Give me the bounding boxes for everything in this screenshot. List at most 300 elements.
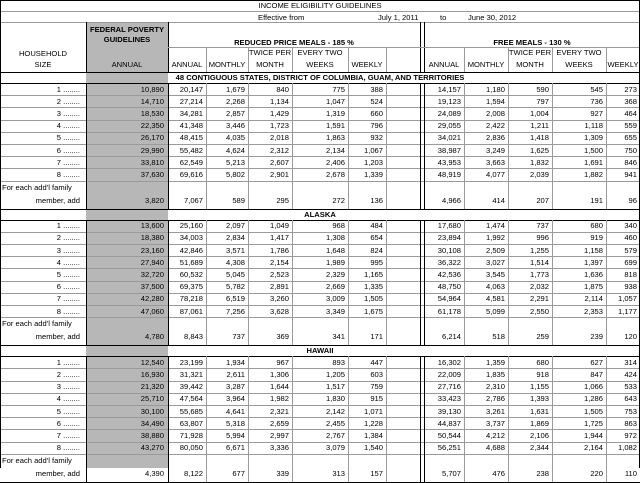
reduced-weekly-value: 1,339 (363, 169, 383, 179)
additional-member-label-line1: For each add'l family (2, 182, 72, 192)
reduced-weekly-value: 1,165 (363, 269, 383, 279)
free-monthly-value: 2,836 (485, 133, 505, 143)
household-size: 1 ........ (56, 221, 80, 231)
reduced-every-two-weeks-value: 2,678 (325, 169, 345, 179)
fpg-label-line2: GUIDELINES (103, 35, 151, 44)
additional-member-label-line2: member, add (35, 332, 80, 342)
reduced-weekly-value: 603 (370, 369, 383, 379)
additional-member-label-line2: member, add (35, 468, 80, 478)
reduced-annual-value: 47,564 (179, 394, 203, 404)
reduced-weekly-value: 524 (370, 96, 383, 106)
household-size: 5 ........ (56, 133, 80, 143)
free-weekly-value: 96 (628, 195, 637, 205)
reduced-twice-per-month-value: 295 (276, 195, 289, 205)
free-weekly-value: 368 (624, 96, 637, 106)
reduced-price-title: REDUCED PRICE MEALS - 185 % (234, 38, 354, 47)
free-weekly-value: 1,057 (617, 294, 637, 304)
fpg-annual-value: 32,720 (140, 269, 164, 279)
column-divider (248, 356, 249, 482)
free-monthly-value: 1,180 (485, 84, 505, 94)
free-annual-value: 19,123 (437, 96, 461, 106)
household-size: 4 ........ (56, 121, 80, 131)
column-divider (86, 83, 87, 209)
household-size: 6 ........ (56, 418, 80, 428)
column-divider (248, 47, 249, 72)
column-divider (292, 356, 293, 482)
free-weekly-value: 972 (624, 430, 637, 440)
fpg-annual-value: 10,890 (140, 84, 164, 94)
reduced-weekly-value: 484 (370, 221, 383, 231)
column-divider (0, 0, 1, 468)
reduced-every-two-weeks-value: 2,767 (325, 430, 345, 440)
free-annual-value: 14,157 (437, 84, 461, 94)
column-divider (508, 83, 509, 209)
reduced-annual-value: 55,482 (179, 145, 203, 155)
free-every-two-weeks-value: 736 (590, 96, 603, 106)
reduced-twice-per-month-value: 2,607 (269, 157, 289, 167)
column-divider (292, 83, 293, 209)
free-twice-per-month-value: 1,625 (529, 145, 549, 155)
column-divider (606, 47, 607, 72)
free-weekly-value: 1,177 (617, 306, 637, 316)
free-every-two-weeks-value: 1,309 (583, 133, 603, 143)
additional-member-label-line1: For each add'l family (2, 319, 72, 329)
free-every-two-weeks-value: 1,875 (583, 282, 603, 292)
free-annual-value: 61,178 (437, 306, 461, 316)
column-divider (464, 356, 465, 482)
free-twice-per-month-value: 1,418 (529, 133, 549, 143)
reduced-every-two-weeks-value: 1,047 (325, 96, 345, 106)
reduced-every-two-weeks-value: 341 (332, 332, 345, 342)
household-size: 7 ........ (56, 294, 80, 304)
free-twice-per-month-value: 1,869 (529, 418, 549, 428)
free-monthly-value: 2,509 (485, 245, 505, 255)
free-twice-per-month-value: 207 (536, 195, 549, 205)
reduced-weekly-value: 1,384 (363, 430, 383, 440)
column-divider (206, 356, 207, 482)
free-twice-per-month-value: 1,393 (529, 394, 549, 404)
household-size: 5 ........ (56, 269, 80, 279)
fpg-annual-value: 4,390 (144, 468, 164, 478)
reduced-weekly-value: 1,505 (363, 294, 383, 304)
free-weekly-value: 643 (624, 394, 637, 404)
reduced-monthly-value: 6,671 (225, 443, 245, 453)
column-divider (86, 220, 87, 346)
free-monthly-value: 3,027 (485, 257, 505, 267)
row-divider (0, 181, 640, 182)
reduced-every-two-weeks-value: 775 (332, 84, 345, 94)
reduced-twice-per-month-value: 1,049 (269, 221, 289, 231)
reduced-twice-per-month-value: 2,154 (269, 257, 289, 267)
free-monthly-value: 3,545 (485, 269, 505, 279)
household-size: 1 ........ (56, 357, 80, 367)
household-size: 6 ........ (56, 145, 80, 155)
reduced-monthly-value: 5,045 (225, 269, 245, 279)
free-annual-value: 44,837 (437, 418, 461, 428)
fpg-annual-value: 3,820 (144, 195, 164, 205)
free-twice-per-month-value: 996 (536, 233, 549, 243)
reduced-annual-value: 7,067 (183, 195, 203, 205)
free-monthly-value: 414 (492, 195, 505, 205)
reduced-twice-per-month-value: 3,336 (269, 443, 289, 453)
free-annual-value: 48,919 (437, 169, 461, 179)
free-monthly-value: 476 (492, 468, 505, 478)
free-every-two-weeks-value: 545 (590, 84, 603, 94)
reduced-monthly-value: 4,641 (225, 406, 245, 416)
fpg-annual-value: 27,940 (140, 257, 164, 267)
free-annual-value: 54,964 (437, 294, 461, 304)
column-divider (606, 83, 607, 209)
reduced-annual-header: ANNUAL (171, 60, 203, 69)
free-annual-value: 48,750 (437, 282, 461, 292)
household-size: 1 ........ (56, 84, 80, 94)
effective-from-label: Effective from (258, 13, 305, 22)
page-title: INCOME ELIGIBILITY GUIDELINES (258, 1, 382, 10)
free-weekly-value: 340 (624, 221, 637, 231)
column-divider (424, 83, 425, 209)
section-title: ALASKA (304, 209, 336, 219)
reduced-monthly-value: 2,857 (225, 108, 245, 118)
free-weekly-header: WEEKLY (607, 60, 639, 69)
reduced-every-two-weeks-value: 1,319 (325, 108, 345, 118)
reduced-annual-value: 80,050 (179, 443, 203, 453)
free-twice-per-month-value: 1,211 (530, 121, 549, 131)
reduced-every-two-weeks-value: 2,134 (325, 145, 345, 155)
reduced-monthly-value: 4,035 (225, 133, 245, 143)
household-size: 7 ........ (56, 157, 80, 167)
column-divider (86, 22, 87, 72)
free-annual-value: 36,322 (437, 257, 461, 267)
free-weekly-value: 579 (624, 245, 637, 255)
reduced-twice-per-month-value: 1,306 (269, 369, 289, 379)
reduced-every-two-weeks-value: 2,669 (325, 282, 345, 292)
free-annual-value: 24,089 (437, 108, 461, 118)
column-divider (606, 356, 607, 482)
free-twice-per-month-value: 680 (536, 357, 549, 367)
column-divider (168, 356, 169, 482)
reduced-twice-per-month-value: 1,786 (269, 245, 289, 255)
reduced-every-two-weeks-value: 1,308 (325, 233, 345, 243)
column-divider (206, 83, 207, 209)
reduced-weekly-value: 1,335 (363, 282, 383, 292)
reduced-monthly-value: 737 (232, 332, 245, 342)
reduced-every-two-weeks-value: 1,830 (325, 394, 345, 404)
column-divider (420, 356, 421, 482)
reduced-annual-value: 34,281 (179, 108, 203, 118)
household-size: 8 ........ (56, 443, 80, 453)
reduced-monthly-value: 3,571 (225, 245, 245, 255)
row-divider (0, 168, 640, 169)
additional-member-label-line1: For each add'l family (2, 455, 72, 465)
column-divider (508, 220, 509, 346)
fpg-annual-value: 42,280 (140, 294, 164, 304)
fpg-annual-value: 25,710 (140, 394, 164, 404)
reduced-every-two-weeks-value: 3,009 (325, 294, 345, 304)
free-annual-value: 29,055 (437, 121, 461, 131)
free-annual-value: 23,894 (437, 233, 461, 243)
free-weekly-value: 938 (624, 282, 637, 292)
free-weekly-value: 120 (624, 332, 637, 342)
free-twice-per-month-value: 2,291 (529, 294, 549, 304)
reduced-annual-value: 34,003 (179, 233, 203, 243)
column-divider (348, 47, 349, 72)
column-divider (552, 47, 553, 72)
household-size: 5 ........ (56, 406, 80, 416)
household-size: 4 ........ (56, 394, 80, 404)
free-every-two-weeks-value: 1,286 (583, 394, 603, 404)
row-divider (0, 256, 640, 257)
reduced-monthly-value: 3,964 (225, 394, 245, 404)
column-divider (424, 220, 425, 346)
reduced-weekly-value: 1,540 (363, 443, 383, 453)
reduced-twice-per-month-value: 2,901 (269, 169, 289, 179)
column-divider (248, 220, 249, 346)
free-every-two-weeks-value: 220 (590, 468, 603, 478)
free-monthly-value: 3,737 (485, 418, 505, 428)
column-divider (552, 83, 553, 209)
free-annual-value: 17,680 (437, 221, 461, 231)
reduced-monthly-value: 2,268 (225, 96, 245, 106)
fpg-annual-value: 26,170 (140, 133, 164, 143)
free-weekly-value: 863 (624, 418, 637, 428)
column-divider (206, 220, 207, 346)
free-monthly-value: 2,310 (485, 382, 505, 392)
reduced-every-two-weeks-value: 1,989 (325, 257, 345, 267)
free-twice-per-month-value: 2,550 (529, 306, 549, 316)
row-divider (0, 317, 640, 318)
free-weekly-value: 464 (624, 108, 637, 118)
free-monthly-value: 3,663 (485, 157, 505, 167)
free-every-two-weeks-value: 2,114 (584, 294, 603, 304)
reduced-monthly-value: 2,834 (225, 233, 245, 243)
reduced-monthly-value: 677 (232, 468, 245, 478)
free-annual-value: 22,009 (437, 369, 461, 379)
free-monthly-value: 1,992 (485, 233, 505, 243)
household-size: 2 ........ (56, 233, 80, 243)
free-every-two-weeks-value: 1,158 (583, 245, 603, 255)
reduced-annual-value: 20,147 (179, 84, 203, 94)
column-divider (424, 356, 425, 482)
free-weekly-value: 110 (624, 468, 637, 478)
reduced-annual-value: 8,122 (183, 468, 203, 478)
reduced-weekly-value: 136 (370, 195, 383, 205)
reduced-every-two-weeks-value: 893 (332, 357, 345, 367)
reduced-weekly-value: 1,228 (363, 418, 383, 428)
fpg-annual-value: 37,500 (140, 282, 164, 292)
fpg-annual-value: 29,990 (140, 145, 164, 155)
free-every-header-line2: WEEKS (565, 60, 593, 69)
reduced-twice-per-month-value: 2,523 (269, 269, 289, 279)
free-twice-per-month-value: 1,832 (529, 157, 549, 167)
reduced-twice-per-month-value: 1,417 (269, 233, 289, 243)
free-monthly-value: 1,594 (485, 96, 505, 106)
free-annual-value: 39,130 (437, 406, 461, 416)
reduced-twice-per-month-value: 3,260 (269, 294, 289, 304)
reduced-every-two-weeks-value: 1,205 (325, 369, 345, 379)
reduced-weekly-header: WEEKLY (351, 60, 383, 69)
free-annual-value: 16,302 (437, 357, 461, 367)
free-twice-per-month-value: 2,032 (529, 282, 549, 292)
free-every-two-weeks-value: 919 (590, 233, 603, 243)
reduced-annual-value: 87,061 (179, 306, 203, 316)
column-divider (606, 220, 607, 346)
reduced-annual-value: 60,532 (179, 269, 203, 279)
reduced-twice-per-month-value: 1,723 (269, 121, 289, 131)
to-label: to (440, 13, 447, 22)
reduced-annual-value: 62,549 (179, 157, 203, 167)
start-date: July 1, 2011 (378, 13, 419, 22)
reduced-twice-per-month-value: 2,891 (269, 282, 289, 292)
free-weekly-value: 1,082 (617, 443, 637, 453)
reduced-annual-value: 63,807 (179, 418, 203, 428)
reduced-twice-per-month-value: 339 (276, 468, 289, 478)
free-meals-title: FREE MEALS - 130 % (493, 38, 571, 47)
reduced-every-header-line2: WEEKS (306, 60, 334, 69)
reduced-twice-per-month-value: 369 (276, 332, 289, 342)
reduced-monthly-value: 4,624 (225, 145, 245, 155)
reduced-twice-header-line1: TWICE PER (248, 48, 292, 57)
reduced-every-two-weeks-value: 968 (332, 221, 345, 231)
free-monthly-value: 4,077 (485, 169, 505, 179)
column-divider (386, 220, 387, 346)
free-annual-value: 33,423 (437, 394, 461, 404)
column-divider (386, 83, 387, 209)
reduced-annual-value: 55,685 (179, 406, 203, 416)
row-divider (0, 368, 640, 369)
reduced-monthly-value: 589 (232, 195, 245, 205)
reduced-monthly-value: 7,256 (225, 306, 245, 316)
free-every-two-weeks-value: 1,882 (583, 169, 603, 179)
household-size: 3 ........ (56, 382, 80, 392)
reduced-twice-per-month-value: 3,628 (269, 306, 289, 316)
column-divider (168, 83, 169, 209)
reduced-weekly-value: 654 (370, 233, 383, 243)
reduced-monthly-value: 5,802 (225, 169, 245, 179)
reduced-weekly-value: 759 (370, 382, 383, 392)
reduced-monthly-header: MONTHLY (208, 60, 246, 69)
section-title: HAWAII (306, 346, 334, 356)
free-annual-value: 5,707 (441, 468, 461, 478)
fpg-annual-value: 4,780 (144, 332, 164, 342)
reduced-monthly-value: 1,679 (225, 84, 245, 94)
free-monthly-value: 518 (492, 332, 505, 342)
free-weekly-value: 818 (624, 269, 637, 279)
free-annual-value: 50,544 (437, 430, 461, 440)
free-twice-header-line2: MONTH (516, 60, 544, 69)
household-label-line1: HOUSEHOLD (18, 49, 68, 58)
free-twice-per-month-value: 1,631 (529, 406, 549, 416)
free-annual-value: 43,953 (437, 157, 461, 167)
column-divider (420, 220, 421, 346)
additional-member-label-line2: member, add (35, 195, 80, 205)
reduced-monthly-value: 3,446 (225, 121, 245, 131)
fpg-annual-value: 12,540 (140, 357, 164, 367)
row-divider (0, 417, 640, 418)
reduced-monthly-value: 5,318 (225, 418, 245, 428)
free-twice-per-month-value: 2,106 (529, 430, 549, 440)
household-size: 8 ........ (56, 306, 80, 316)
free-annual-value: 38,987 (437, 145, 461, 155)
free-weekly-value: 846 (624, 157, 637, 167)
reduced-annual-value: 39,442 (179, 382, 203, 392)
free-twice-per-month-value: 2,039 (529, 169, 549, 179)
fpg-annual-value: 16,930 (140, 369, 164, 379)
free-monthly-value: 5,099 (485, 306, 505, 316)
reduced-weekly-value: 995 (370, 257, 383, 267)
reduced-weekly-value: 157 (370, 468, 383, 478)
free-monthly-value: 1,474 (485, 221, 505, 231)
free-weekly-value: 750 (624, 145, 637, 155)
free-twice-per-month-value: 2,344 (529, 443, 549, 453)
reduced-weekly-value: 171 (370, 332, 383, 342)
fpg-annual-value: 21,320 (140, 382, 164, 392)
fpg-annual-value: 43,270 (140, 443, 164, 453)
free-monthly-value: 4,581 (485, 294, 505, 304)
free-annual-value: 4,966 (441, 195, 461, 205)
reduced-annual-value: 23,199 (179, 357, 203, 367)
free-every-two-weeks-value: 1,066 (583, 382, 603, 392)
free-weekly-value: 460 (624, 233, 637, 243)
reduced-weekly-value: 915 (370, 394, 383, 404)
column-divider (292, 220, 293, 346)
free-twice-header-line1: TWICE PER (508, 48, 552, 57)
free-twice-per-month-value: 1,255 (529, 245, 549, 255)
reduced-monthly-value: 5,994 (225, 430, 245, 440)
fpg-annual-value: 37,630 (140, 169, 164, 179)
free-twice-per-month-value: 590 (536, 84, 549, 94)
reduced-monthly-value: 4,308 (225, 257, 245, 267)
row-divider (0, 95, 640, 96)
reduced-twice-per-month-value: 1,429 (269, 108, 289, 118)
free-annual-value: 42,536 (437, 269, 461, 279)
reduced-monthly-value: 2,097 (225, 221, 245, 231)
reduced-twice-header-line2: MONTH (256, 60, 284, 69)
free-twice-per-month-value: 797 (536, 96, 549, 106)
free-every-two-weeks-value: 1,636 (583, 269, 603, 279)
household-size: 7 ........ (56, 430, 80, 440)
free-weekly-value: 273 (624, 84, 637, 94)
free-annual-value: 6,214 (441, 332, 461, 342)
free-every-two-weeks-value: 1,725 (583, 418, 603, 428)
reduced-every-two-weeks-value: 1,863 (325, 133, 345, 143)
reduced-every-two-weeks-value: 2,329 (325, 269, 345, 279)
free-every-two-weeks-value: 191 (590, 195, 603, 205)
fpg-annual-value: 14,710 (140, 96, 164, 106)
fpg-annual-value: 33,810 (140, 157, 164, 167)
free-weekly-value: 699 (624, 257, 637, 267)
column-divider (292, 47, 293, 72)
reduced-monthly-value: 3,287 (225, 382, 245, 392)
free-monthly-value: 2,008 (485, 108, 505, 118)
free-twice-per-month-value: 918 (536, 369, 549, 379)
reduced-every-two-weeks-value: 2,142 (325, 406, 345, 416)
row-divider (0, 107, 640, 108)
reduced-annual-value: 69,375 (179, 282, 203, 292)
row-divider (0, 268, 640, 269)
free-monthly-value: 3,261 (485, 406, 505, 416)
row-divider (0, 83, 640, 84)
reduced-twice-per-month-value: 967 (276, 357, 289, 367)
free-monthly-value: 2,422 (485, 121, 505, 131)
free-twice-per-month-value: 1,773 (529, 269, 549, 279)
free-weekly-value: 559 (624, 121, 637, 131)
column-divider (248, 83, 249, 209)
fpg-annual-value: 23,160 (140, 245, 164, 255)
free-monthly-value: 2,786 (485, 394, 505, 404)
household-size: 3 ........ (56, 245, 80, 255)
reduced-every-two-weeks-value: 272 (332, 195, 345, 205)
column-divider (464, 47, 465, 72)
